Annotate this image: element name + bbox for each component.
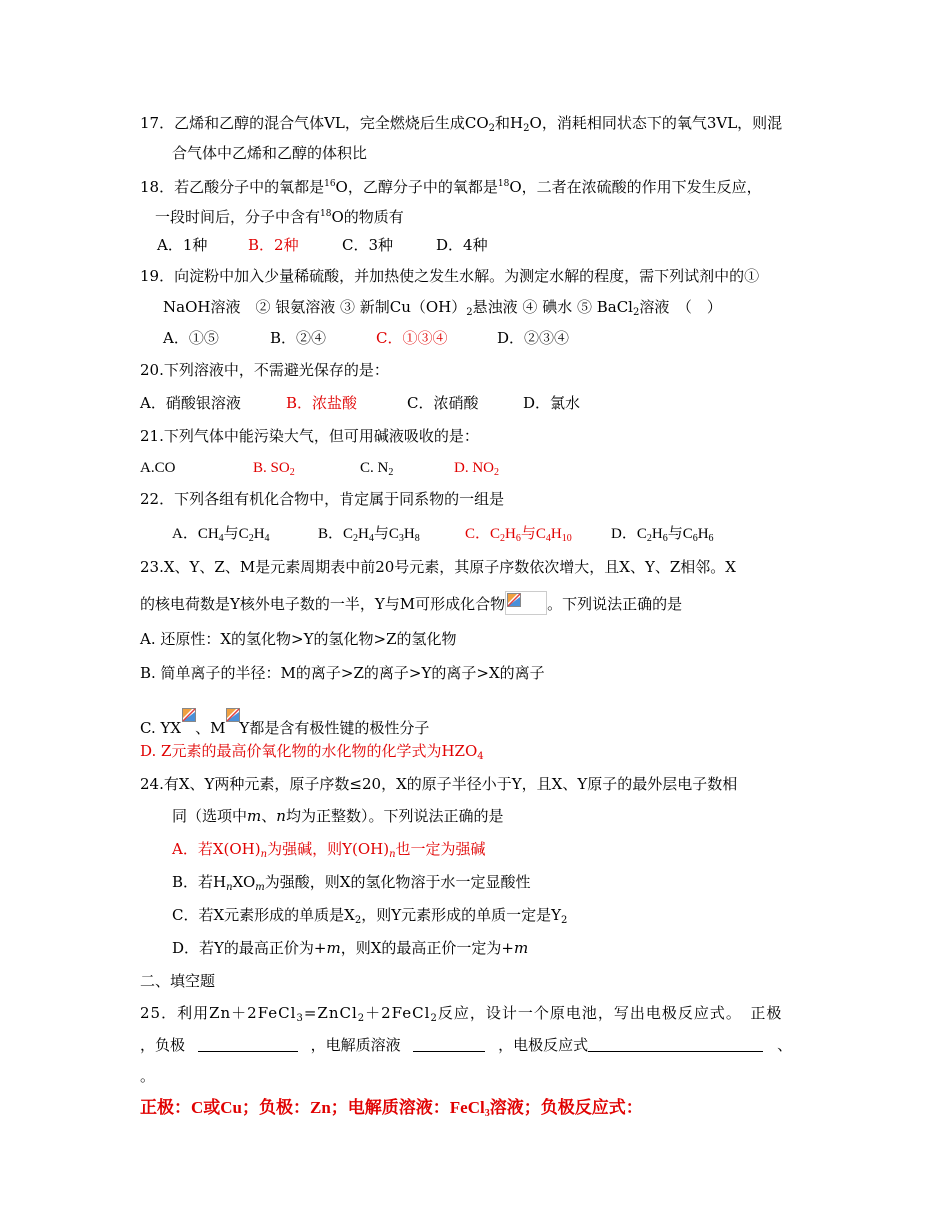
q19-option-b: B．②④ (270, 329, 327, 347)
blank-negative-electrode[interactable] (198, 1037, 298, 1052)
q25-line1: 25．利用Zn＋2FeCl$_3$=ZnCl$_2$＋2FeCl$_2$反应，设计一个原电池，写出电极反应式。 正极 (140, 1004, 783, 1024)
q24-line2: 同（选项中m、n均为正整数）。下列说法正确的是 (172, 807, 504, 825)
q23-line1: 23.X、Y、Z、M是元素周期表中前20号元素，其原子序数依次增大，且X、Y、Z相邻。X (140, 558, 736, 576)
q21-option-b: B. $SO_2$ (253, 460, 295, 478)
q20-option-b: B．浓盐酸 (286, 394, 358, 412)
q24-option-b: B．若$H_nXO_m$为强酸，则X的氢化物溶于水一定显酸性 (172, 873, 531, 893)
q22-stem: 22．下列各组有机化合物中，肯定属于同系物的一组是 (140, 490, 505, 508)
q22-option-b: B．$C_2H_4$与$C_3H_8$ (318, 526, 420, 544)
broken-image-icon (181, 707, 195, 731)
q19-line1: 19．向淀粉中加入少量稀硫酸，并加热使之发生水解。为测定水解的程度，需下列试剂中的① (140, 267, 760, 285)
q20-option-d: D．氯水 (523, 394, 581, 412)
q18-option-d: D．4种 (436, 236, 488, 254)
q22-option-a: A．$CH_4$与$C_2H_4$ (172, 526, 270, 544)
q23-option-b: B. 简单离子的半径：M的离子>Z的离子>Y的离子>X的离子 (140, 664, 545, 682)
q20-stem: 20.下列溶液中，不需避光保存的是： (140, 361, 389, 379)
q19-option-d: D．②③④ (497, 329, 570, 347)
q23-option-c: C. YX 、M Y都是含有极性键的极性分子 (140, 707, 429, 738)
q25-answer: 正极：C或Cu；负极：Zn；电解质溶液：FeCl$_3$溶液；负极反应式： (140, 1098, 643, 1119)
q18-option-c: C．3种 (342, 236, 394, 254)
q17-line1: 17．乙烯和乙醇的混合气体VL，完全燃烧后生成$CO_2$和$H_2O$，消耗相同状态下的氧气3VL，则混 (140, 114, 783, 134)
q23-line2: 的核电荷数是Y核外电子数的一半，Y与M可形成化合物 。下列说法正确的是 (140, 591, 682, 615)
blank-electrode-equation[interactable] (588, 1037, 763, 1052)
q21-option-a: A.CO (140, 460, 176, 476)
q21-option-c: C. $N_2$ (360, 460, 394, 478)
q24-option-c: C．若X元素形成的单质是$X_2$，则Y元素形成的单质一定是$Y_2$ (172, 906, 568, 926)
broken-image-icon (505, 591, 547, 615)
q21-stem: 21.下列气体中能污染大气，但可用碱液吸收的是： (140, 427, 479, 445)
q19-option-a: A．①⑤ (163, 329, 219, 347)
q24-option-a: A．若$X(OH)_n$为强碱，则$Y(OH)_n$也一定为强碱 (172, 840, 486, 860)
q21-option-d: D. $NO_2$ (454, 460, 499, 478)
q18-line2: 一段时间后，分子中含有$^{18}$O的物质有 (155, 208, 404, 226)
q19-line2: NaOH溶液 ② 银氨溶液 ③ 新制$Cu(OH)_2$悬浊液 ④ 碘水 ⑤ BaCl$_2$溶液 （ ） (163, 298, 722, 318)
q25-line3: 。 (140, 1067, 156, 1085)
blank-electrolyte[interactable] (413, 1037, 485, 1052)
q23-option-d: D. Z元素的最高价氧化物的水化物的化学式为$HZO_4$ (140, 742, 484, 762)
q23-option-a: A. 还原性：X的氢化物>Y的氢化物>Z的氢化物 (140, 630, 457, 648)
q24-line1: 24.有X、Y两种元素，原子序数≤20，X的原子半径小于Y，且X、Y原子的最外层电子数相 (140, 775, 738, 793)
q24-option-d: D．若Y的最高正价为+m，则X的最高正价一定为+m (172, 939, 529, 957)
q17-line2: 合气体中乙烯和乙醇的体积比 (172, 144, 368, 162)
q25-line2: ，负极 ，电解质溶液 ，电极反应式 、 (140, 1036, 793, 1054)
q18-line1: 18．若乙酸分子中的氧都是$^{16}$O，乙醇分子中的氧都是$^{18}$O，二者在浓硫酸的作用下发生反应， (140, 178, 762, 196)
q20-option-a: A．硝酸银溶液 (140, 394, 241, 412)
broken-image-icon (225, 707, 239, 731)
section-heading: 二、填空题 (140, 972, 216, 990)
q19-option-c: C．①③④ (376, 329, 448, 347)
q20-option-c: C．浓硝酸 (407, 394, 479, 412)
q18-option-a: A．1种 (157, 236, 208, 254)
q22-option-c: C．$C_2H_6$与$C_4H_{10}$ (465, 526, 572, 544)
q18-option-b: B．2种 (248, 236, 299, 254)
q22-option-d: D．$C_2H_6$与$C_6H_6$ (611, 526, 714, 544)
